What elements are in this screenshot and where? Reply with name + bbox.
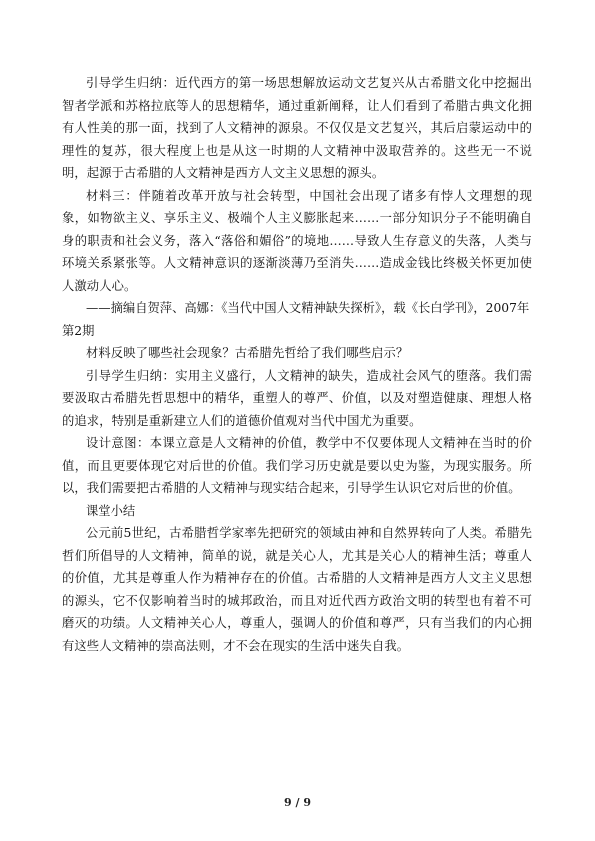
paragraph-class-summary: 公元前5世纪，古希腊哲学家率先把研究的领域由神和自然界转向了人类。希腊先哲们所倡导的人文精神，简单的说，就是关心人，尤其是关心人的精神生活；尊重人的价值，尤其是尊重人作为精神存在的价值。古希腊的人文精神是西方人文主义思想的源头，它不仅影响着当时的城邦政治，而且对近代西方政治文明的转型也有着不可磨灭的功绩。人文精神关心人，尊重人，强调人的价值和尊严，只有当我们的内心拥有这些人文精神的崇高法则，才不会在现实的生活中迷失自我。 <box>62 526 532 653</box>
paragraph-guide-summary-2: 引导学生归纳：实用主义盛行，人文精神的缺失，造成社会风气的堕落。我们需要汲取古希腊先哲思想中的精华，重塑人的尊严、价值，以及对塑造健康、理想人格的追求，特别是重新建立人们的道德价值观对当代中国尤为重要。 <box>62 368 532 428</box>
paragraph-material-three: 材料三：伴随着改革开放与社会转型，中国社会出现了诸多有悖人文理想的现象，如物欲主义、享乐主义、极端个人主义膨胀起来……一部分知识分子不能明确自身的职责和社会义务，落入“落俗和媚俗”的境地……导致人生存意义的失落，人类与环境关系紧张等。人文精神意识的逐渐淡薄乃至消失……造成金钱比终极关怀更加使人激动人心。 <box>62 188 532 293</box>
paragraph-question: 材料反映了哪些社会现象？古希腊先哲给了我们哪些启示？ <box>86 346 409 360</box>
document-body <box>62 72 532 657</box>
paragraph-design-intent: 设计意图：本课立意是人文精神的价值，教学中不仅要体现人文精神在当时的价值，而且更要体现它对后世的价值。我们学习历史就是要以史为鉴，为现实服务。所以，我们需要把古希腊的人文精神与现实结合起来，引导学生认识它对后世的价值。 <box>62 436 532 495</box>
paragraph-citation: ——摘编自贺萍、高娜：《当代中国人文精神缺失探析》，载《长白学刊》，2007年第2期 <box>62 301 530 338</box>
page-number: 9 / 9 <box>284 796 311 809</box>
section-heading-class-summary: 课堂小结 <box>86 503 136 518</box>
paragraph-guide-summary-1: 引导学生归纳：近代西方的第一场思想解放运动文艺复兴从古希腊文化中挖掘出智者学派和苏格拉底等人的思想精华，通过重新阐释，让人们看到了希腊古典文化拥有人性美的那一面，找到了人文精神的源泉。不仅仅是文艺复兴，其后启蒙运动中的理性的复苏，很大程度上也是从这一时期的人文精神中汲取营养的。这些无一不说明，起源于古希腊的人文精神是西方人文主义思想的源头。 <box>62 76 532 180</box>
